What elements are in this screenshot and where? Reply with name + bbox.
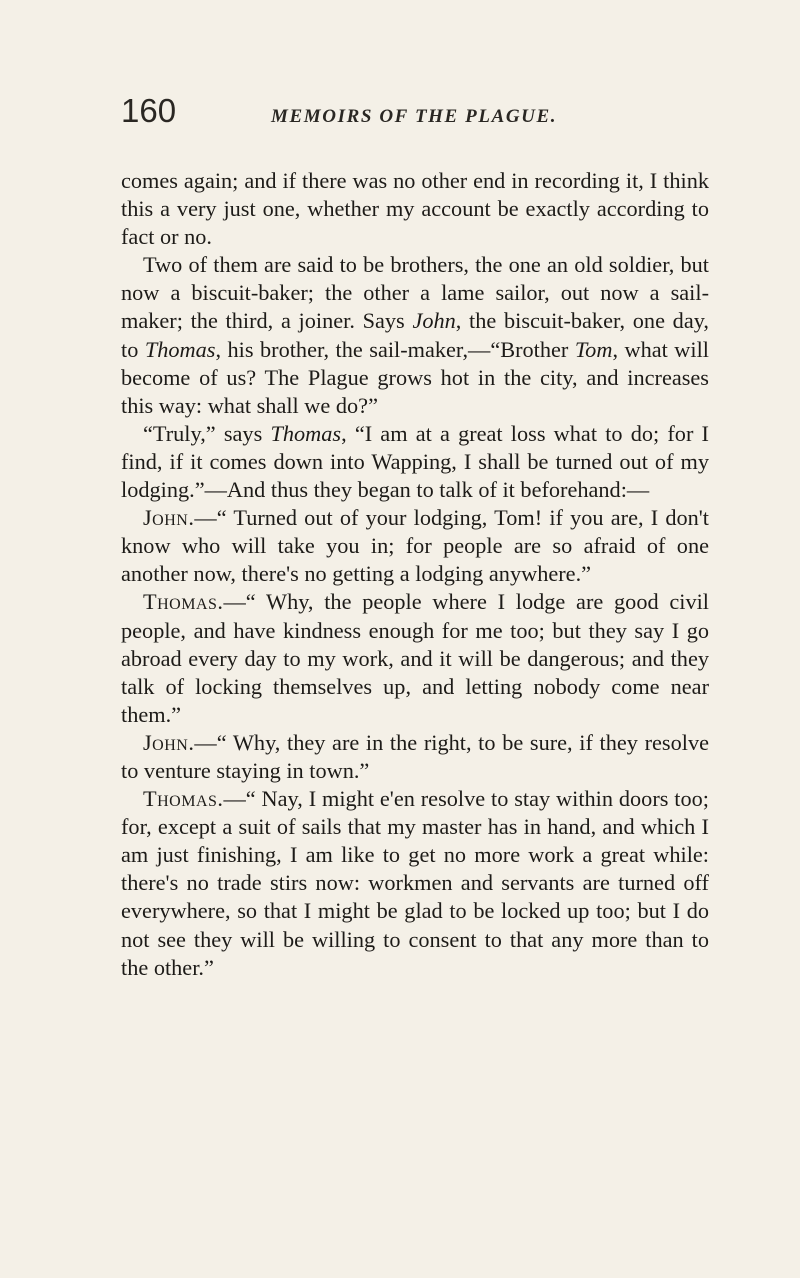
paragraph-text: , “I am at a great loss what to do; for I find, if it comes down into Wapping, I shall be turned out of my lodging.”—And thus they began to talk of it beforehand:—: [121, 420, 709, 503]
speaker-label: John.: [143, 729, 195, 755]
paragraph-text: , the biscuit-baker, one day, to: [121, 308, 709, 362]
paragraph-4: [121, 504, 709, 588]
name-john: John: [412, 308, 456, 334]
paragraph-text: —“ Nay, I might e'en resolve to stay within doors too; for, except a suit of sails that my master has in hand, and which I am just finishing, I am like to get no more work a great while: there's no trade stirs now: workmen and servants are turned off everywhere, so that I might be glad to be locked up too; but I do not see they will be willing to consent to that any more than to the other.”: [121, 786, 709, 980]
name-thomas: Thomas: [270, 420, 342, 446]
running-title: MEMOIRS OF THE PLAGUE.: [271, 106, 558, 127]
paragraph-text: comes again; and if there was no other end in recording it, I think this a very just one, whether my account be exactly according to fact or no.: [121, 168, 709, 250]
speaker-label: Thomas.: [143, 589, 224, 615]
speaker-label: Thomas.: [143, 786, 224, 812]
name-tom: Tom: [574, 336, 613, 362]
paragraph-text: —“ Why, they are in the right, to be sure, if they resolve to venture staying in town.”: [121, 729, 709, 783]
paragraph-5: [121, 588, 709, 728]
page-number: 160: [121, 92, 177, 129]
paragraph-3: [121, 420, 709, 504]
paragraph-1: [121, 167, 709, 251]
name-thomas: Thomas: [144, 336, 216, 362]
paragraph-text: , what will become of us? The Plague grows hot in the city, and increases this way: what shall we do?”: [121, 336, 709, 418]
paragraph-text: “Truly,” says: [143, 420, 271, 446]
paragraph-text: Two of them are said to be brothers, the one an old soldier, but now a biscuit-baker; the other a lame sailor, out now a sail-maker; the third, a joiner. Says: [121, 252, 709, 334]
paragraph-7: [121, 785, 709, 982]
page-header: [121, 92, 721, 132]
paragraph-text: , his brother, the sail-maker,—“Brother: [215, 336, 575, 362]
paragraph-text: —“ Why, the people where I lodge are good civil people, and have kindness enough for me too; but they say I go abroad every day to my work, and it will be dangerous; and they talk of locking themselves up, and letting nobody come near them.”: [121, 589, 709, 727]
paragraph-2: [121, 251, 709, 420]
paragraph-6: [121, 729, 709, 785]
speaker-label: John.: [143, 505, 195, 531]
paragraph-text: —“ Turned out of your lodging, Tom! if you are, I don't know who will take you in; for people are so afraid of one another now, there's no getting a lodging anywhere.”: [121, 505, 709, 587]
body-text: [121, 167, 709, 982]
